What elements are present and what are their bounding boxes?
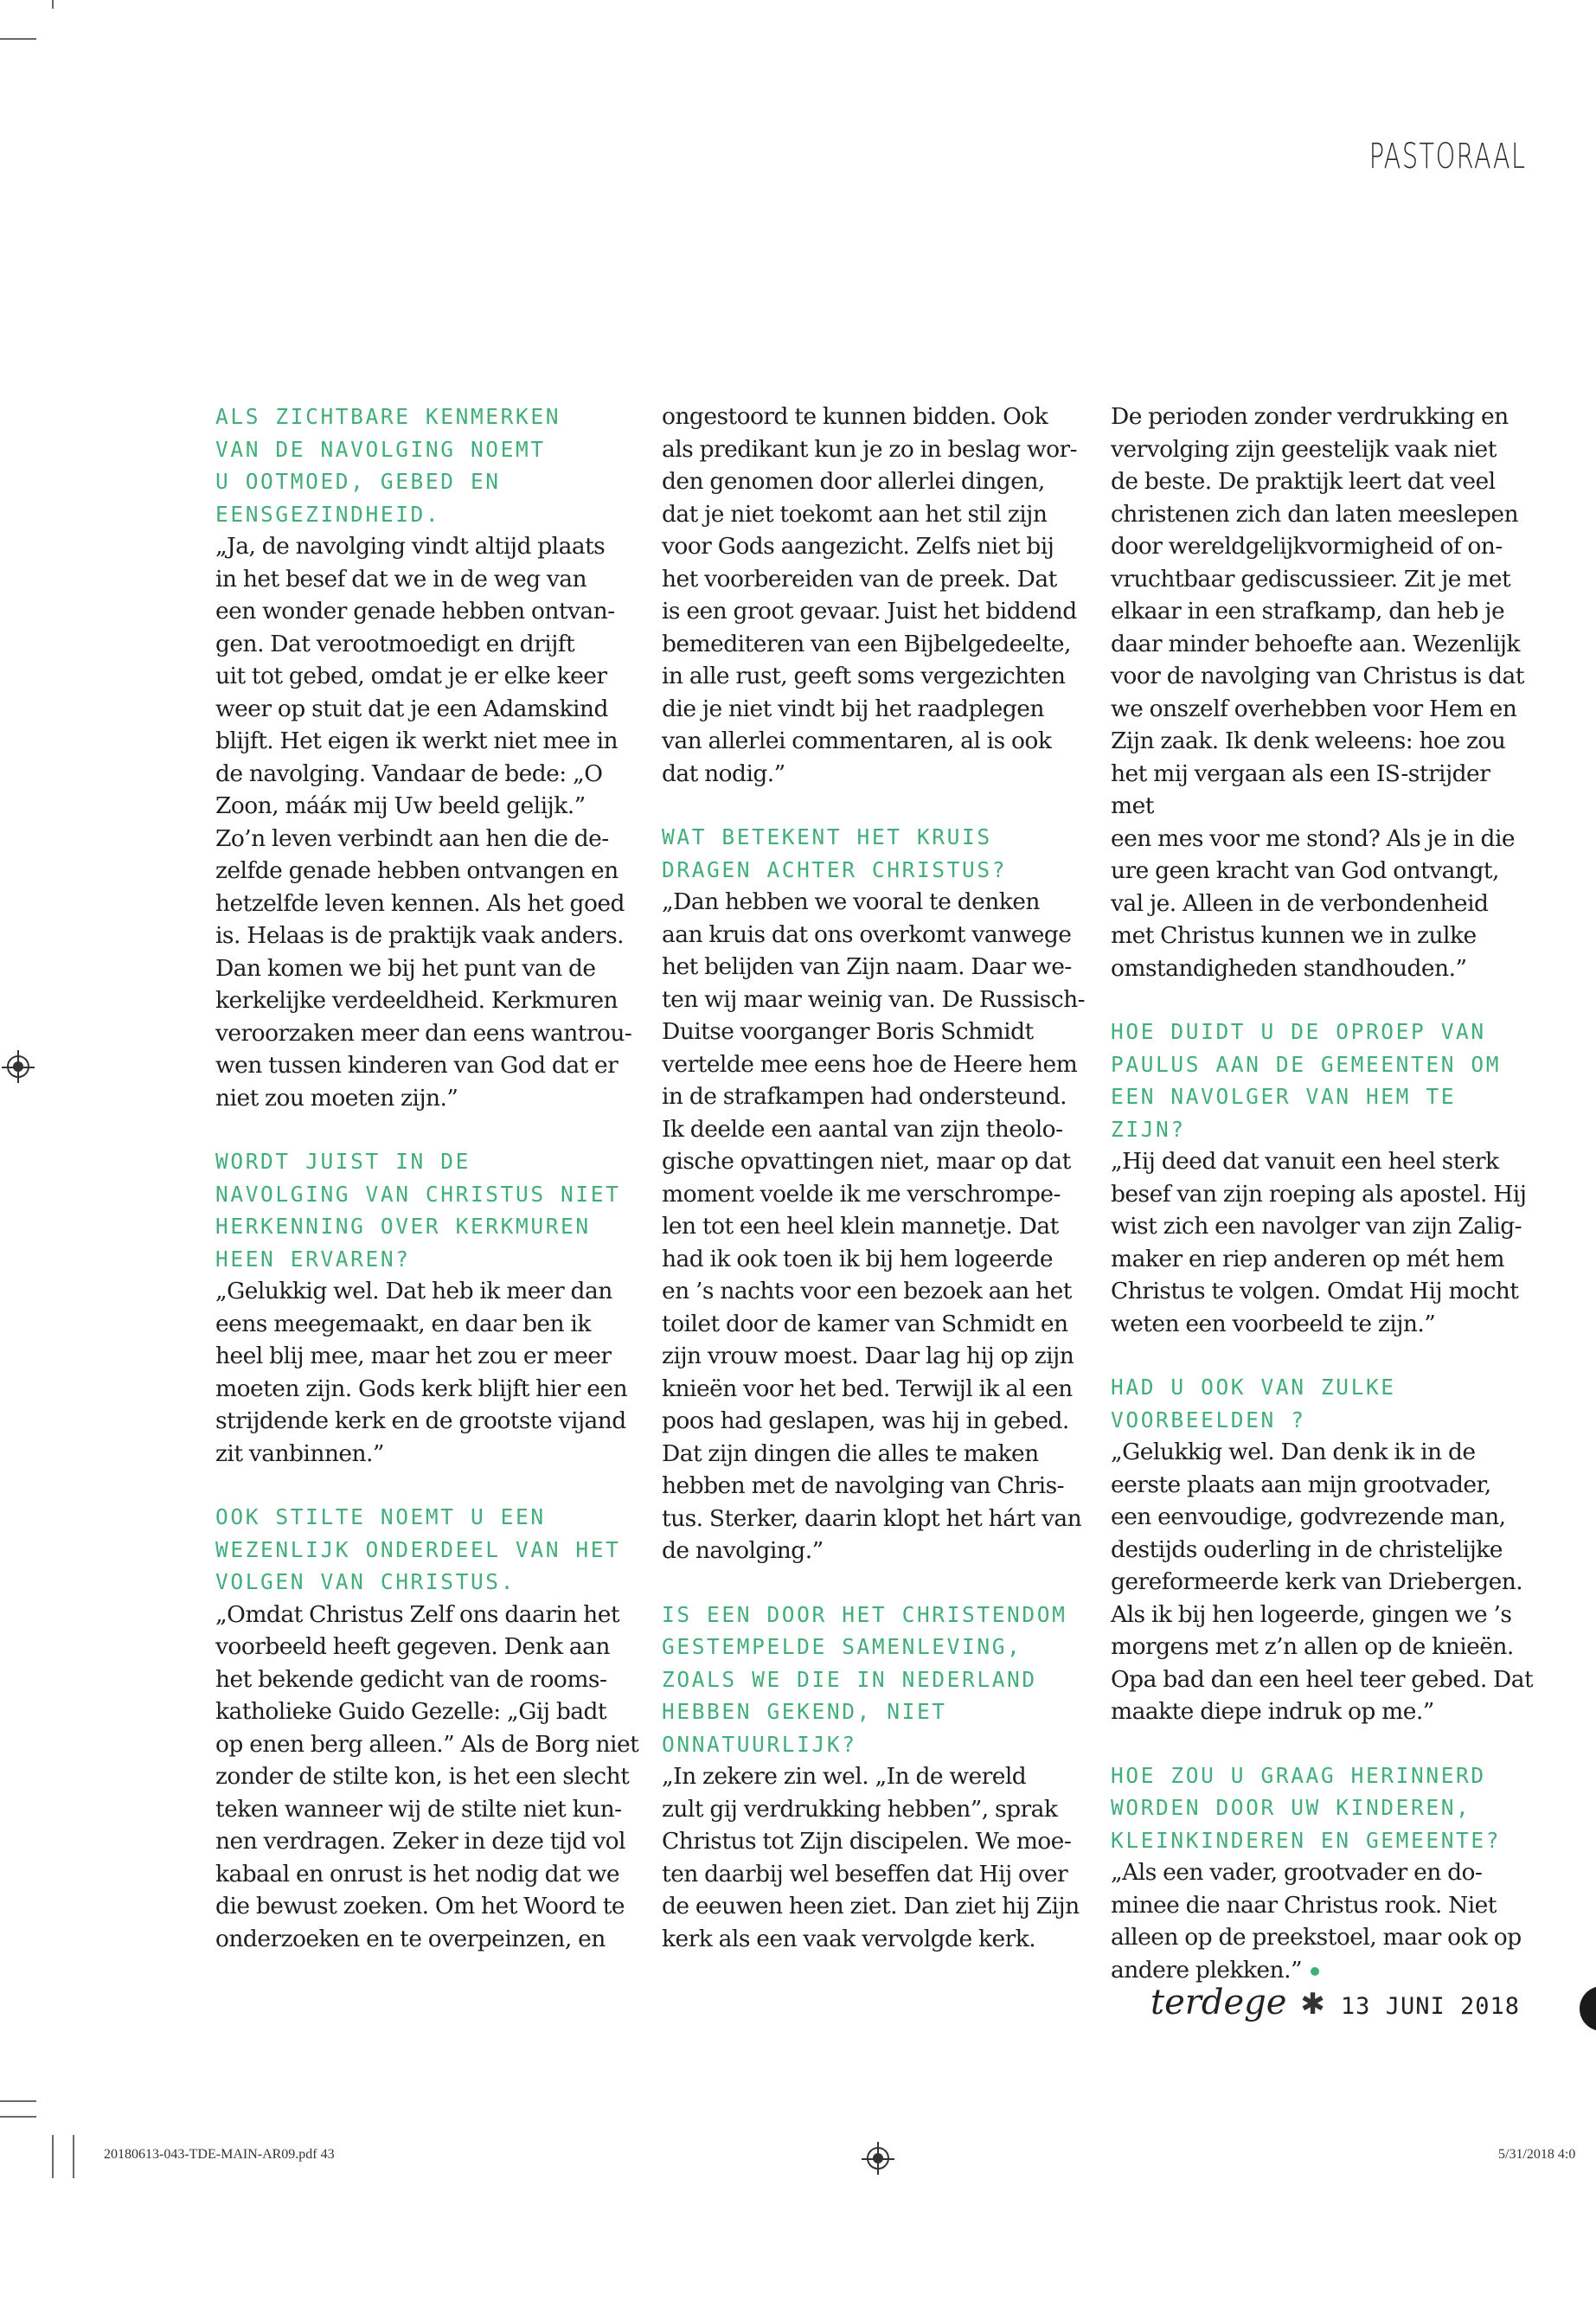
interview-question: WORDT JUIST IN DE NAVOLGING VAN CHRISTUS NIET HERKENNING OVER KERKMUREN HEEN ERVAREN? (215, 1149, 621, 1272)
closing-answer-text: „Als een vader, grootvader en do- minee die naar Christus rook. Niet alleen op de preekstoel, maar ook op andere plekken.” (1111, 1859, 1522, 1984)
interview-block (1111, 1016, 1535, 1340)
text-column-2 (662, 401, 1086, 1986)
interview-answer: ongestoord te kunnen bidden. Ook als predikant kun je zo in beslag wor- den genomen door allerlei dingen, dat je niet toekomt aan het stil zijn voor Gods aangezicht. Zelfs niet bij het voorbereiden van de preek. Dat is een groot gevaar. Juist het biddend bemediteren van een Bijbelgedeelte, in alle rust, geeft soms vergezichten die je niet vindt bij het raadplegen van allerlei commentaren, al is ook dat nodig.” (662, 403, 1078, 787)
interview-question: WAT BETEKENT HET KRUIS DRAGEN ACHTER CHRISTUS? (662, 824, 1008, 882)
crop-mark (52, 0, 54, 9)
interview-answer: „Dan hebben we vooral te denken aan kruis dat ons overkomt vanwege het belijden van Zijn naam. Daar we- ten wij maar weinig van. De Russisch- Duitse voorganger Boris Schmidt vertelde mee eens hoe de Heere hem in de strafkampen had ondersteund. Ik deelde een aantal van zijn theolo- gische opvattingen niet, maar op dat moment voelde ik me verschrompe- len tot een heel klein mannetje. Dat had ik ook toen ik bij hem logeerde en ’s nachts voor een bezoek aan het toilet door de kamer van Schmidt en zijn vrouw moest. Daar lag hij op zijn knieën voor het bed. Terwijl ik al een poos had geslapen, was hij in gebed. Dat zijn dingen die alles te maken hebben met de navolging van Chris- tus. Sterker, daarin klopt het hárt van de navolging.” (662, 888, 1086, 1564)
registration-mark-icon (877, 2142, 879, 2175)
registration-mark-icon (17, 1050, 19, 1083)
interview-question: IS EEN DOOR HET CHRISTENDOM GESTEMPELDE SAMENLEVING, ZOALS WE DIE IN NEDERLAND HEBBEN GEKEND, NIET ONNATUURLIJK? (662, 1601, 1067, 1757)
interview-answer: De perioden zonder verdrukking en vervolging zijn geestelijk vaak niet de beste. De praktijk leert dat veel christenen zich dan laten meeslepen door wereldgelijkvormigheid of on- vruchtbaar gediscussieer. Zit je met elkaar in een strafkamp, dan heb je daar minder behoefte aan. Wezenlijk voor de navolging van Christus is dat we onszelf overhebben voor Hem en Zijn zaak. Ik denk weleens: hoe zou het mij vergaan als een IS-strijder met een mes voor me stond? Als je in die ure geen kracht van God ontvangt, val je. Alleen in de verbondenheid met Christus kunnen we in zulke omstandigheden standhouden.” (1111, 403, 1524, 982)
interview-question: OOK STILTE NOEMT U EEN WEZENLIJK ONDERDEEL VAN HET VOLGEN VAN CHRISTUS. (215, 1504, 621, 1594)
crop-mark (52, 2135, 54, 2178)
interview-answer: „Hij deed dat vanuit een heel sterk besef van zijn roeping als apostel. Hij wist zich een navolger van zijn Zalig- maker en riep anderen op mét hem Christus te volgen. Omdat Hij mocht weten een voorbeeld te zijn.” (1111, 1148, 1527, 1337)
interview-block (215, 401, 639, 1114)
interview-block (662, 1599, 1086, 1956)
slug-date: 5/31/2018 4:0 (1498, 2147, 1576, 2162)
interview-question: HOE DUIDT U DE OPROEP VAN PAULUS AAN DE GEMEENTEN OM EEN NAVOLGER VAN HEM TE ZIJN? (1111, 1019, 1502, 1142)
page-number-tab (1580, 1986, 1596, 2031)
interview-block (662, 401, 1086, 790)
issue-date: 13 JUNI 2018 (1340, 1993, 1520, 2020)
crop-mark (0, 2100, 36, 2102)
section-title: PASTORAAL (1369, 137, 1527, 176)
interview-answer: „In zekere zin wel. „In de wereld zult gij verdrukking hebben”, sprak Christus tot Zijn discipelen. We moe- ten daarbij wel beseffen dat Hij over de eeuwen heen ziet. Dan ziet hij Zijn kerk als een vaak vervolgde kerk. (662, 1763, 1080, 1952)
crop-mark (73, 2135, 74, 2178)
interview-block (215, 1501, 639, 1955)
interview-block (215, 1145, 639, 1470)
interview-block (662, 821, 1086, 1567)
text-column-3 (1111, 401, 1535, 2017)
interview-block (1111, 401, 1535, 984)
interview-answer: „Gelukkig wel. Dan denk ik in de eerste plaats aan mijn grootvader, een eenvoudige, godvrezende man, destijds ouderling in de christelijke gereformeerde kerk van Driebergen. Als ik bij hen logeerde, gingen we ’s morgens met z’n allen op de knieën. Opa bad dan een heel teer gebed. Dat maakte diepe indruk op me.” (1111, 1439, 1534, 1725)
magazine-brand: terdege (1151, 1983, 1287, 2022)
interview-block (1111, 1759, 1535, 1987)
interview-block (1111, 1371, 1535, 1728)
interview-question: HAD U OOK VAN ZULKE VOORBEELDEN ? (1111, 1375, 1396, 1433)
interview-answer (1111, 1856, 1535, 1986)
slug-filename: 20180613-043-TDE-MAIN-AR09.pdf 43 (104, 2147, 335, 2162)
page-footer (1151, 1983, 1520, 2022)
interview-question: ALS ZICHTBARE KENMERKEN VAN DE NAVOLGING NOEMT U OOTMOED, GEBED EN EENSGEZINDHEID. (215, 404, 561, 527)
interview-answer: „Ja, de navolging vindt altijd plaats in het besef dat we in de weg van een wonder genade hebben ontvan- gen. Dat verootmoedigt en drijft uit tot gebed, omdat je er elke keer weer op stuit dat je een Adamskind blijft. Het eigen ik werkt niet mee in de navolging. Vandaar de bede: „O Zoon, mááк mij Uw beeld gelijk.” Zo’n leven verbindt aan hen die de- zelfde genade hebben ontvangen en hetzelfde leven kennen. Als het goed is. Helaas is de praktijk vaak anders. Dan komen we bij het punt van de kerkelijke verdeeldheid. Kerkmuren veroorzaken meer dan eens wantrou- wen tussen kinderen van God dat er niet zou moeten zijn.” (215, 533, 632, 1112)
interview-answer: „Gelukkig wel. Dat heb ik meer dan eens meegemaakt, en daar ben ik heel blij mee, maar het zou er meer moeten zijn. Gods kerk blijft hier een strijdende kerk en de grootste vijand zit vanbinnen.” (215, 1278, 628, 1467)
asterisk-separator-icon: ✱ (1300, 1987, 1325, 2022)
crop-mark (0, 38, 36, 40)
interview-question: HOE ZOU U GRAAG HERINNERD WORDEN DOOR UW KINDEREN, KLEINKINDEREN EN GEMEENTE? (1111, 1762, 1502, 1853)
end-of-article-dot-icon (1311, 1967, 1319, 1976)
text-column-1 (215, 401, 639, 1986)
crop-mark (0, 2116, 36, 2118)
interview-answer: „Omdat Christus Zelf ons daarin het voorbeeld heeft gegeven. Denk aan het bekende gedicht van de rooms- katholieke Guido Gezelle: „Gij badt op enen berg alleen.” Als de Borg niet zonder de stilte kon, is het een slecht teken wanneer wij de stilte niet kun- nen verdragen. Zeker in deze tijd vol kabaal en onrust is het nodig dat we die bewust zoeken. Om het Woord te onderzoeken en te overpeinzen, en (215, 1600, 639, 1952)
